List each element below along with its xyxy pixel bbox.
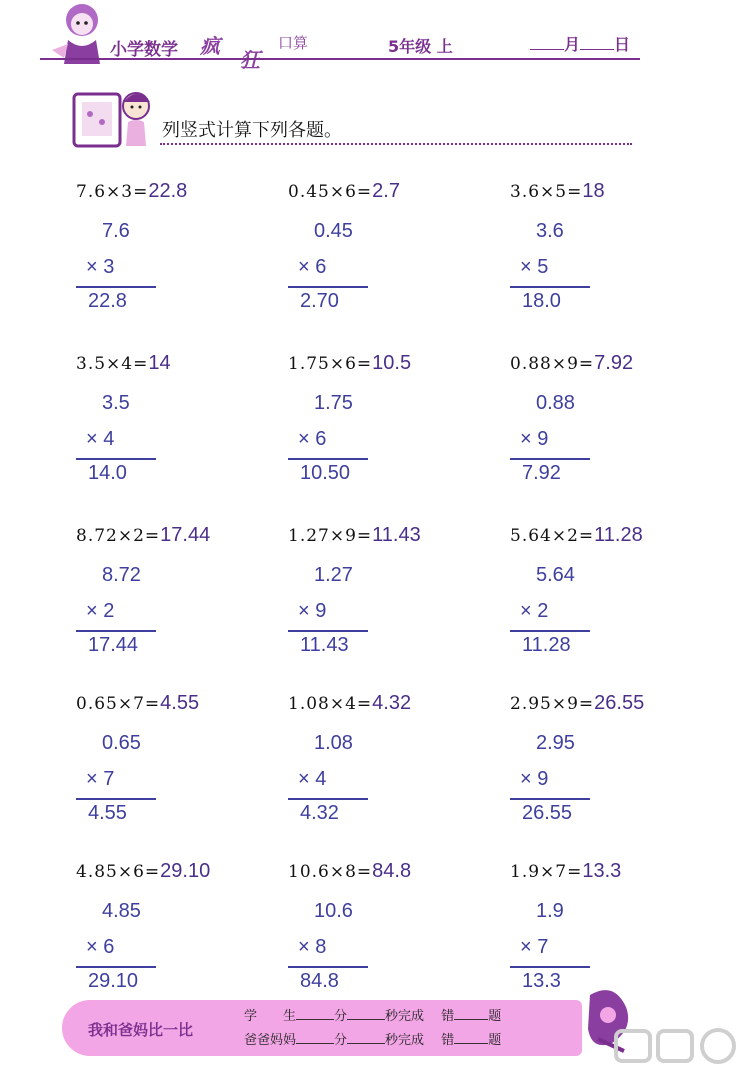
vertical-result: 22.8 <box>88 290 127 312</box>
vertical-result: 7.92 <box>522 462 561 484</box>
vertical-multiplicand: 2.95 <box>536 732 575 754</box>
problem-question <box>76 352 171 375</box>
question-text: 0.65×7= <box>76 694 161 714</box>
instruction-text: 列竖式计算下列各题。 <box>162 120 342 141</box>
vertical-result: 11.28 <box>522 634 571 656</box>
vertical-rule <box>288 798 368 800</box>
grade-label: 5年级 上 <box>388 37 453 56</box>
header-divider <box>40 58 640 60</box>
problem-question <box>76 692 199 715</box>
vertical-multiplier: × 5 <box>520 256 549 278</box>
handwritten-answer: 10.5 <box>372 352 412 374</box>
seconds-label: 秒完成 <box>385 1033 425 1048</box>
vertical-rule <box>76 458 156 460</box>
instruction-divider <box>160 143 632 145</box>
question-text: 1.75×6= <box>288 354 373 374</box>
handwritten-answer: 17.44 <box>160 524 211 546</box>
question-text: 8.72×2= <box>76 526 161 546</box>
vertical-rule <box>76 630 156 632</box>
footer-label: 我和爸妈比一比 <box>88 1021 194 1039</box>
vertical-multiplier: × 9 <box>520 428 549 450</box>
handwritten-answer: 14 <box>148 352 171 374</box>
handwritten-answer: 4.55 <box>160 692 200 714</box>
month-blank <box>530 49 564 50</box>
problem-question <box>76 860 210 883</box>
footer-who: 学 生 <box>244 1009 297 1024</box>
question-text: 5.64×2= <box>510 526 595 546</box>
seconds-label: 秒完成 <box>385 1009 425 1024</box>
problem-item <box>288 352 508 522</box>
vertical-multiplier: × 9 <box>520 768 549 790</box>
vertical-result: 17.44 <box>88 634 139 656</box>
vertical-result: 14.0 <box>88 462 127 484</box>
vertical-rule <box>76 798 156 800</box>
vertical-rule <box>288 286 368 288</box>
vertical-multiplier: × 4 <box>298 768 327 790</box>
handwritten-answer: 22.8 <box>148 180 188 202</box>
question-text: 3.5×4= <box>76 354 149 374</box>
problem-item <box>76 692 296 862</box>
footer-row-student <box>244 1005 501 1024</box>
vertical-result: 4.32 <box>300 802 339 824</box>
vertical-multiplicand: 4.85 <box>102 900 141 922</box>
vertical-result: 84.8 <box>300 970 339 992</box>
vertical-rule <box>76 966 156 968</box>
header-title-part4: 口算 <box>278 34 309 52</box>
problem-item <box>76 180 296 350</box>
problem-item <box>510 352 730 522</box>
problem-question <box>76 180 187 203</box>
question-text: 10.6×8= <box>288 862 373 882</box>
question-text: 2.95×9= <box>510 694 595 714</box>
vertical-multiplier: × 7 <box>520 936 549 958</box>
day-label: 日 <box>614 35 631 54</box>
problem-item <box>510 180 730 350</box>
vertical-result: 29.10 <box>88 970 139 992</box>
problem-question <box>288 860 411 883</box>
vertical-multiplicand: 0.88 <box>536 392 575 414</box>
day-blank <box>580 49 614 50</box>
vertical-multiplicand: 1.08 <box>314 732 353 754</box>
problem-question <box>288 180 400 203</box>
seconds-blank <box>347 1043 385 1044</box>
month-label: 月 <box>564 35 581 54</box>
question-text: 1.27×9= <box>288 526 373 546</box>
problem-item <box>288 524 508 694</box>
vertical-multiplicand: 1.27 <box>314 564 353 586</box>
vertical-multiplicand: 1.75 <box>314 392 353 414</box>
question-text: 3.6×5= <box>510 182 583 202</box>
errors-label: 错 <box>441 1009 455 1024</box>
problem-question <box>510 180 605 203</box>
vertical-rule <box>510 458 590 460</box>
footer-who: 爸爸妈妈 <box>244 1033 297 1048</box>
handwritten-answer: 11.43 <box>372 524 421 546</box>
handwritten-answer: 18 <box>582 180 605 202</box>
problem-question <box>510 860 621 883</box>
problem-item <box>76 352 296 522</box>
handwritten-answer: 29.10 <box>160 860 211 882</box>
vertical-result: 10.50 <box>300 462 351 484</box>
vertical-rule <box>510 286 590 288</box>
header-title-part2: 疯 <box>200 34 220 58</box>
vertical-result: 26.55 <box>522 802 573 824</box>
problem-question <box>510 524 643 547</box>
errors-unit: 题 <box>488 1009 502 1024</box>
date-field <box>530 32 630 55</box>
vertical-multiplier: × 3 <box>86 256 115 278</box>
vertical-result: 18.0 <box>522 290 561 312</box>
vertical-multiplicand: 3.6 <box>536 220 564 242</box>
vertical-result: 13.3 <box>522 970 561 992</box>
vertical-result: 11.43 <box>300 634 349 656</box>
vertical-rule <box>288 966 368 968</box>
question-text: 1.08×4= <box>288 694 373 714</box>
errors-blank <box>454 1019 488 1020</box>
handwritten-answer: 7.92 <box>594 352 634 374</box>
question-text: 0.88×9= <box>510 354 595 374</box>
vertical-rule <box>76 286 156 288</box>
handwritten-answer: 2.7 <box>372 180 400 202</box>
girl-board-icon <box>70 88 160 150</box>
vertical-rule <box>510 966 590 968</box>
errors-unit: 题 <box>488 1033 502 1048</box>
question-text: 0.45×6= <box>288 182 373 202</box>
handwritten-answer: 13.3 <box>582 860 622 882</box>
problem-question <box>288 524 421 547</box>
vertical-multiplier: × 8 <box>298 936 327 958</box>
errors-blank <box>454 1043 488 1044</box>
vertical-multiplier: × 6 <box>86 936 115 958</box>
vertical-multiplicand: 3.5 <box>102 392 130 414</box>
problem-item <box>76 524 296 694</box>
problem-question <box>288 352 411 375</box>
problem-item <box>510 524 730 694</box>
vertical-multiplicand: 5.64 <box>536 564 575 586</box>
vertical-multiplier: × 6 <box>298 428 327 450</box>
problem-question <box>510 692 644 715</box>
problem-item <box>510 692 730 862</box>
vertical-multiplier: × 7 <box>86 768 115 790</box>
question-text: 1.9×7= <box>510 862 583 882</box>
minutes-blank <box>296 1043 334 1044</box>
watermark-logo-icon <box>612 1025 742 1080</box>
vertical-multiplier: × 2 <box>520 600 549 622</box>
handwritten-answer: 11.28 <box>594 524 643 546</box>
vertical-multiplicand: 10.6 <box>314 900 353 922</box>
problem-question <box>510 352 633 375</box>
handwritten-answer: 4.32 <box>372 692 412 714</box>
seconds-blank <box>347 1019 385 1020</box>
handwritten-answer: 84.8 <box>372 860 412 882</box>
vertical-multiplier: × 9 <box>298 600 327 622</box>
header-title-part3: 狂 <box>240 48 260 72</box>
minutes-label: 分 <box>334 1033 348 1048</box>
vertical-rule <box>288 630 368 632</box>
vertical-rule <box>510 630 590 632</box>
question-text: 7.6×3= <box>76 182 149 202</box>
footer-row-parents <box>244 1029 501 1048</box>
question-text: 4.85×6= <box>76 862 161 882</box>
vertical-multiplicand: 8.72 <box>102 564 141 586</box>
vertical-result: 2.70 <box>300 290 339 312</box>
handwritten-answer: 26.55 <box>594 692 645 714</box>
minutes-label: 分 <box>334 1009 348 1024</box>
vertical-multiplier: × 6 <box>298 256 327 278</box>
vertical-result: 4.55 <box>88 802 127 824</box>
header-title-part1: 小学数学 <box>110 40 178 60</box>
problem-question <box>76 524 210 547</box>
vertical-multiplicand: 0.65 <box>102 732 141 754</box>
vertical-multiplier: × 2 <box>86 600 115 622</box>
errors-label: 错 <box>441 1033 455 1048</box>
problem-question <box>288 692 411 715</box>
vertical-multiplicand: 1.9 <box>536 900 564 922</box>
problem-item <box>288 692 508 862</box>
problem-item <box>288 180 508 350</box>
vertical-multiplicand: 0.45 <box>314 220 353 242</box>
vertical-multiplier: × 4 <box>86 428 115 450</box>
minutes-blank <box>296 1019 334 1020</box>
vertical-multiplicand: 7.6 <box>102 220 130 242</box>
vertical-rule <box>288 458 368 460</box>
vertical-rule <box>510 798 590 800</box>
